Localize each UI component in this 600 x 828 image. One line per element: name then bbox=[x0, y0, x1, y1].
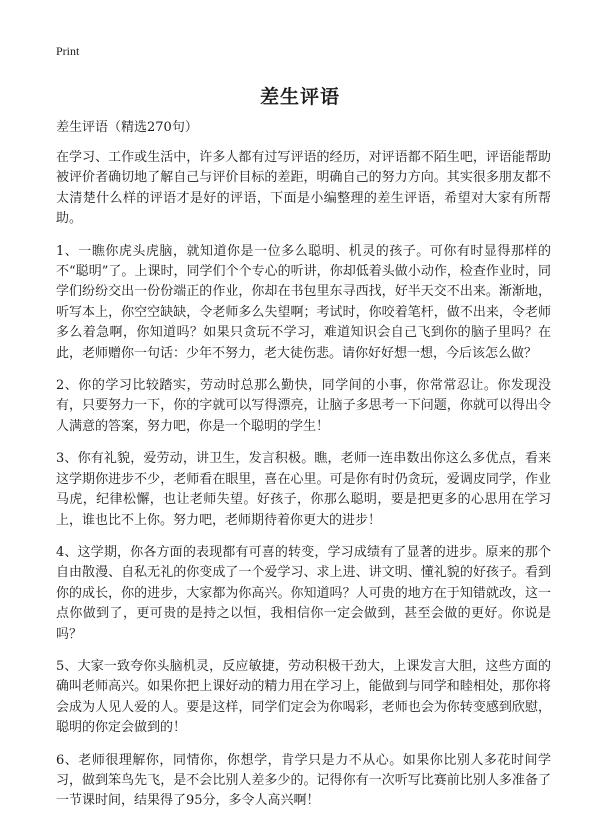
comment-paragraph-5: 5、大家一致夸你头脑机灵，反应敏捷，劳动积极干劲大，上课发言大胆，这些方面的确叫老师高兴。如果你把上课好动的精力用在学习上，能做到与同学和睦相处，那你将会成为人见人爱的人。要是这样，同学们定会为你喝彩，老师也会为你转变感到欣慰，聪明的你定会做到的！ bbox=[56, 658, 551, 736]
print-label: Print bbox=[56, 44, 80, 58]
intro-paragraph: 在学习、工作或生活中，许多人都有过写评语的经历，对评语都不陌生吧，评语能帮助被评价者确切地了解自己与评价目标的差距，明确自己的努力方向。其实很多朋友都不太清楚什么样的评语才是好的评语，下面是小编整理的差生评语，希望对大家有所帮助。 bbox=[56, 150, 551, 227]
document-subtitle: 差生评语（精选270句） bbox=[56, 120, 198, 135]
comment-paragraph-6: 6、老师很理解你，同情你，你想学，肯学只是力不从心。如果你比别人多花时间学习，做到笨鸟先飞，是不会比别人差多少的。记得你有一次听写比赛前比别人多准备了一节课时间，结果得了95分，多令人高兴啊！ bbox=[56, 752, 551, 809]
comment-paragraph-3: 3、你有礼貌，爱劳动，讲卫生，发言积极。瞧，老师一连串数出你这么多优点，看来这学期你进步不少，老师看在眼里，喜在心里。可是你有时仍贪玩，爱调皮同学，作业马虎，纪律松懈，也让老师失望。好孩子，你那么聪明，要是把更多的心思用在学习上，谁也比不上你。努力吧，老师期待着你更大的进步！ bbox=[56, 451, 551, 528]
comment-paragraph-4: 4、这学期，你各方面的表现都有可喜的转变，学习成绩有了显著的进步。原来的那个自由散漫、自私无礼的你变成了一个爱学习、求上进、讲文明、懂礼貌的好孩子。看到你的成长，你的进步，大家都为你高兴。你知道吗？人可贵的地方在于知错就改，这一点你做到了，更可贵的是持之以恒，我相信你一定会做到，甚至会做的更好。你说是吗？ bbox=[56, 544, 551, 642]
document-body bbox=[56, 148, 551, 824]
comment-paragraph-1: 1、一瞧你虎头虎脑，就知道你是一位多么聪明、机灵的孩子。可你有时显得那样的不“聪明”了。上课时，同学们个个专心的听讲，你却低着头做小动作，检查作业时，同学们纷纷交出一份份端正的作业，你却在书包里东寻西找，好半天交不出来。渐渐地，听写本上，你空空缺缺，令老师多么失望啊；考试时，你咬着笔杆，做不出来，令老师多么着急啊，你知道吗？如果只贪玩不学习，难道知识会自己飞到你的脑子里吗？在此，老师赠你一句话：少年不努力，老大徒伤悲。请你好好想一想，今后该怎么做？ bbox=[56, 243, 551, 361]
comment-paragraph-2: 2、你的学习比较踏实，劳动时总那么勤快，同学间的小事，你常常忍让。你发现没有，只要努力一下，你的字就可以写得漂亮，让脑子多思考一下问题，你就可以得出令人满意的答案，努力吧，你是一个聪明的学生！ bbox=[56, 378, 551, 434]
page-title: 差生评语 bbox=[259, 86, 340, 108]
